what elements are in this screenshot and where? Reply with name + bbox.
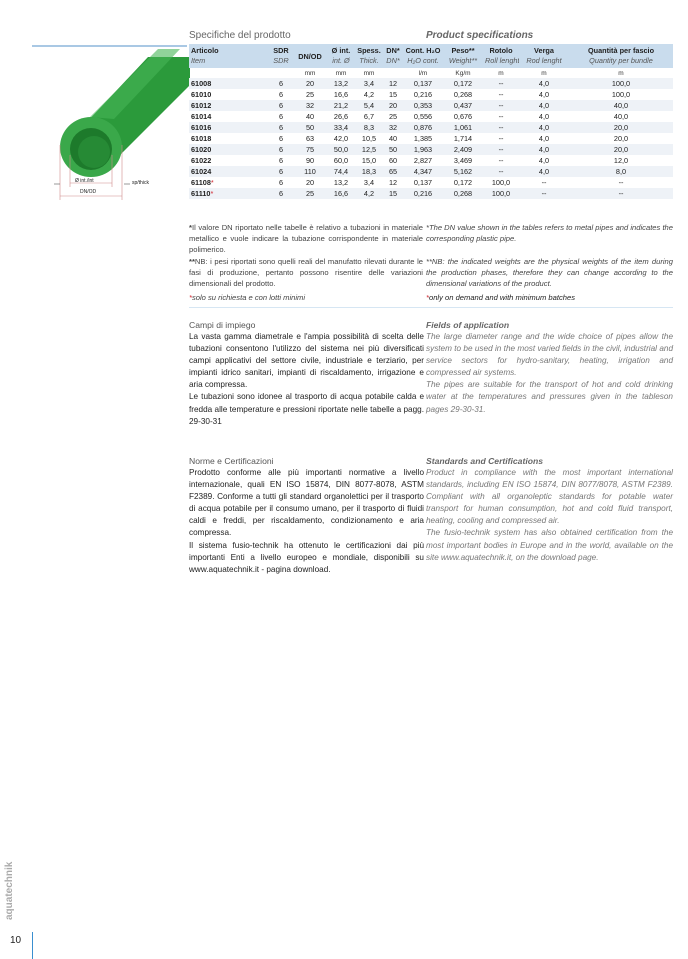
table-cell: 4,0 — [538, 167, 550, 176]
table-cell: 74,4 — [333, 167, 349, 176]
table-cell: 15,0 — [361, 156, 377, 165]
table-cell: 1,385 — [413, 134, 433, 143]
table-cell: -- — [618, 178, 624, 187]
column-header: Quantità per fascio Quantity per bundle — [587, 46, 655, 65]
table-cell: 6 — [278, 167, 284, 176]
table-row — [189, 122, 673, 133]
table-cell: 2,827 — [413, 156, 433, 165]
table-cell: 100,0 — [491, 189, 511, 198]
table-cell: 6 — [278, 101, 284, 110]
table-cell: 12 — [388, 79, 398, 88]
table-cell: 15 — [388, 189, 398, 198]
column-header: SDR SDR — [273, 46, 289, 65]
table-cell: 1,714 — [453, 134, 473, 143]
table-cell: 40 — [305, 112, 315, 121]
table-cell: 6 — [278, 112, 284, 121]
table-cell: 0,353 — [413, 101, 433, 110]
note-dn-it: *Il valore DN riportato nelle tabelle è relativo a tubazioni in materiale metallico e vuole indicare la tubazione corrispondente in materiale polimerico. — [189, 223, 423, 254]
table-cell: 1,061 — [453, 123, 473, 132]
table-cell: -- — [541, 189, 547, 198]
table-cell: 25 — [305, 189, 315, 198]
table-cell: 20 — [305, 79, 315, 88]
column-header: Rotolo Roll lenght — [485, 46, 519, 65]
label-int-diameter: Ø int./int — [75, 178, 94, 184]
table-row — [189, 177, 673, 188]
column-header: DN* DN* — [386, 46, 400, 65]
item-code: 61020 — [191, 145, 212, 154]
table-cell: 0,172 — [453, 178, 473, 187]
pipe-illustration — [30, 45, 190, 205]
item-code: 61110* — [191, 189, 214, 198]
table-cell: 6 — [278, 156, 284, 165]
table-cell: 12,5 — [361, 145, 377, 154]
table-cell: 32 — [305, 101, 315, 110]
table-cell: 0,268 — [453, 90, 473, 99]
table-cell: 8,3 — [363, 123, 375, 132]
table-cell: 75 — [305, 145, 315, 154]
unit-cell: mm — [335, 69, 347, 77]
title-it: Specifiche del prodotto — [189, 30, 291, 41]
table-cell: 6 — [278, 189, 284, 198]
table-cell: -- — [498, 101, 504, 110]
standards-en: Standards and Certifications Product in compliance with the most important international standards, including EN ISO 15874, DIN 8077/8078, ASTM F2389. Compliant with all organoleptic standards for potable water transport for human consumption, hot and cold fluid transport, heating, cooling and compressed air. The fusio-technik system has also obtained certification from the most important bodies in Europe and in the world, available on the site www.aquatechnik.it, on the download page. — [426, 456, 673, 562]
table-cell: 10,5 — [361, 134, 377, 143]
unit-cell: m — [618, 69, 624, 77]
table-row — [189, 155, 673, 166]
table-cell: 100,0 — [611, 90, 631, 99]
table-cell: -- — [498, 167, 504, 176]
table-cell: -- — [498, 156, 504, 165]
table-cell: 25 — [305, 90, 315, 99]
item-code: 61016 — [191, 123, 212, 132]
item-code: 61018 — [191, 134, 212, 143]
label-thickness: sp/thick — [132, 180, 149, 186]
note-weight-en: **NB: the indicated weights are the physical weights of the item during the production phases, therefore they can change according to the dimensional variations of the product. — [426, 257, 673, 288]
table-cell: 100,0 — [611, 79, 631, 88]
label-od: DN/OD — [80, 189, 97, 195]
table-cell: 20 — [388, 101, 398, 110]
table-cell: 63 — [305, 134, 315, 143]
table-cell: 2,409 — [453, 145, 473, 154]
table-cell: 4,0 — [538, 101, 550, 110]
table-cell: 5,4 — [363, 101, 375, 110]
item-code: 61014 — [191, 112, 212, 121]
table-cell: 110 — [304, 167, 316, 176]
table-row — [189, 144, 673, 155]
table-cell: 40 — [388, 134, 398, 143]
table-cell: 0,216 — [413, 90, 433, 99]
item-code: 61022 — [191, 156, 212, 165]
table-cell: 20,0 — [613, 134, 629, 143]
item-code: 61108* — [191, 178, 214, 187]
table-cell: 26,6 — [333, 112, 349, 121]
table-cell: 3,4 — [363, 79, 375, 88]
table-cell: 3,469 — [453, 156, 473, 165]
table-row — [189, 89, 673, 100]
table-cell: -- — [618, 189, 624, 198]
section-title: Standards and Certifications — [426, 456, 543, 466]
table-cell: 33,4 — [333, 123, 349, 132]
column-header: Peso** Weight** — [448, 46, 478, 65]
table-cell: 6 — [278, 178, 284, 187]
table-cell: 4,2 — [363, 90, 375, 99]
fields-en: Fields of application The large diameter range and the wide choice of pipes allow the system to be used in the most varied fields in the civil, industrial and service sectors for hydro-sanitary, heating, irrigation and compressed air systems. The pipes are suitable for the transport of hot and cold drinking water at the temperatures and pressures given in the tableson pages 29-30-31. — [426, 320, 673, 414]
unit-cell — [189, 68, 269, 78]
unit-cell — [383, 68, 403, 78]
table-cell: 4,0 — [538, 112, 550, 121]
brand-logo: aquatechnik — [4, 861, 15, 920]
table-cell: 6 — [278, 90, 284, 99]
table-cell: 5,162 — [453, 167, 473, 176]
column-header: Spess. Thick. — [357, 46, 381, 65]
unit-cell: l/m — [418, 69, 428, 77]
table-cell: 4,0 — [538, 145, 550, 154]
table-cell: 0,876 — [413, 123, 433, 132]
table-cell: 50,0 — [333, 145, 349, 154]
table-cell: 60 — [388, 156, 398, 165]
table-cell: 13,2 — [333, 79, 349, 88]
table-cell: 0,216 — [413, 189, 433, 198]
unit-cell: mm — [304, 69, 316, 77]
item-code: 61010 — [191, 90, 212, 99]
table-cell: 12 — [388, 178, 398, 187]
table-cell: -- — [498, 112, 504, 121]
column-header: DN/OD — [298, 52, 322, 61]
note-weight-it: **NB: i pesi riportati sono quelli reali del manufatto rilevati durante le fasi di produzione, pertanto possono risentire delle variazioni dimensionali del prodotto. — [189, 257, 423, 288]
table-cell: 20 — [305, 178, 315, 187]
table-cell: 4,2 — [363, 189, 375, 198]
spec-table — [189, 44, 673, 199]
table-cell: 3,4 — [363, 178, 375, 187]
table-cell: -- — [498, 145, 504, 154]
table-cell: 60,0 — [333, 156, 349, 165]
table-cell: -- — [541, 178, 547, 187]
note-ondemand-en: *only on demand and with minimum batches — [426, 293, 576, 302]
column-header: Articolo Item — [191, 46, 219, 65]
column-header: Cont. H₂O H₂O cont. — [405, 46, 441, 65]
table-row — [189, 78, 673, 89]
table-cell: 0,137 — [413, 79, 433, 88]
table-cell: 50 — [305, 123, 315, 132]
note-dn-en: *The DN value shown in the tables refers to metal pipes and indicates the corresponding plastic pipe. — [426, 223, 673, 243]
table-row — [189, 166, 673, 177]
table-cell: -- — [498, 90, 504, 99]
table-row — [189, 100, 673, 111]
unit-cell: mm — [363, 69, 375, 77]
table-cell: 6 — [278, 145, 284, 154]
table-cell: 4,0 — [538, 90, 550, 99]
item-code: 61012 — [191, 101, 212, 110]
table-cell: 16,6 — [333, 90, 349, 99]
item-code: 61024 — [191, 167, 212, 176]
table-cell: 50 — [388, 145, 398, 154]
table-cell: 8,0 — [615, 167, 627, 176]
table-cell: 4,0 — [538, 79, 550, 88]
table-cell: 20,0 — [613, 123, 629, 132]
table-cell: 4,347 — [413, 167, 433, 176]
unit-cell: m — [541, 69, 547, 77]
table-cell: 6,7 — [363, 112, 375, 121]
footer-line — [32, 932, 33, 959]
table-cell: 4,0 — [538, 156, 550, 165]
section-title: Campi di impiego — [189, 320, 256, 330]
table-cell: 90 — [305, 156, 315, 165]
divider — [189, 307, 673, 308]
table-cell: 4,0 — [538, 134, 550, 143]
title-en: Product specifications — [426, 30, 534, 41]
table-cell: 6 — [278, 79, 284, 88]
note-ondemand-it: *solo su richiesta e con lotti minimi — [189, 293, 306, 302]
table-cell: -- — [498, 79, 504, 88]
table-cell: 40,0 — [613, 101, 629, 110]
table-cell: 0,676 — [453, 112, 473, 121]
table-cell: 65 — [388, 167, 398, 176]
item-code: 61008 — [191, 79, 212, 88]
table-cell: 15 — [388, 90, 398, 99]
table-cell: 6 — [278, 134, 284, 143]
table-cell: 1,963 — [413, 145, 433, 154]
table-cell: 0,137 — [413, 178, 433, 187]
table-cell: 12,0 — [613, 156, 629, 165]
table-cell: 4,0 — [538, 123, 550, 132]
table-header — [189, 44, 673, 68]
standards-it: Norme e Certificazioni Prodotto conforme alle più importanti normative a livello internazionale, quali EN ISO 15874, DIN 8077-8078, ASTM F2389. Conforme a tutti gli standard organolettici per il trasporto di acqua potabile per il consumo umano, per il trasporto di fluidi caldi e freddi, per riscaldamento, condizionamento e aria compressa. Il sistema fusio-technik ha ottenuto le certificazioni dai più importanti Enti a livello europeo e mondiale, disponibili su www.aquatechnik.it - pagina download. — [189, 456, 424, 574]
table-cell: 42,0 — [333, 134, 349, 143]
table-units-row — [189, 68, 673, 78]
table-row — [189, 133, 673, 144]
table-cell: 0,437 — [453, 101, 473, 110]
section-title: Norme e Certificazioni — [189, 456, 274, 466]
table-cell: -- — [498, 134, 504, 143]
table-cell: 21,2 — [333, 101, 349, 110]
table-cell: 6 — [278, 123, 284, 132]
table-cell: 16,6 — [333, 189, 349, 198]
table-cell: 32 — [388, 123, 398, 132]
table-cell: 40,0 — [613, 112, 629, 121]
table-cell: 0,556 — [413, 112, 433, 121]
table-cell: 0,172 — [453, 79, 473, 88]
table-cell: 20,0 — [613, 145, 629, 154]
fields-it: Campi di impiego La vasta gamma diametrale e l'ampia possibilità di scelta delle tubazioni consentono l'utilizzo del sistema nei più diversificati campi applicativi del settore civile, industriale e terziario, per impianti idrico sanitari, impianti di riscaldamento, irrigazione e aria compressa. Le tubazioni sono idonee al trasporto di acqua potabile calda e fredda alle temperature e pressioni riportate nelle tabelle a pagg. 29-30-31 — [189, 320, 424, 426]
table-cell: -- — [498, 123, 504, 132]
section-title: Fields of application — [426, 320, 510, 330]
table-cell: 13,2 — [333, 178, 349, 187]
unit-cell: Kg/m — [455, 69, 471, 77]
table-cell: 100,0 — [491, 178, 511, 187]
unit-cell: m — [498, 69, 504, 77]
table-cell: 25 — [388, 112, 398, 121]
column-header: Verga Rod lenght — [526, 46, 562, 65]
table-cell: 18,3 — [361, 167, 377, 176]
unit-cell — [269, 68, 293, 78]
table-row — [189, 111, 673, 122]
table-row — [189, 188, 673, 199]
page-number: 10 — [10, 935, 22, 946]
column-header: Ø int. int. Ø — [331, 46, 351, 65]
table-cell: 0,268 — [453, 189, 473, 198]
